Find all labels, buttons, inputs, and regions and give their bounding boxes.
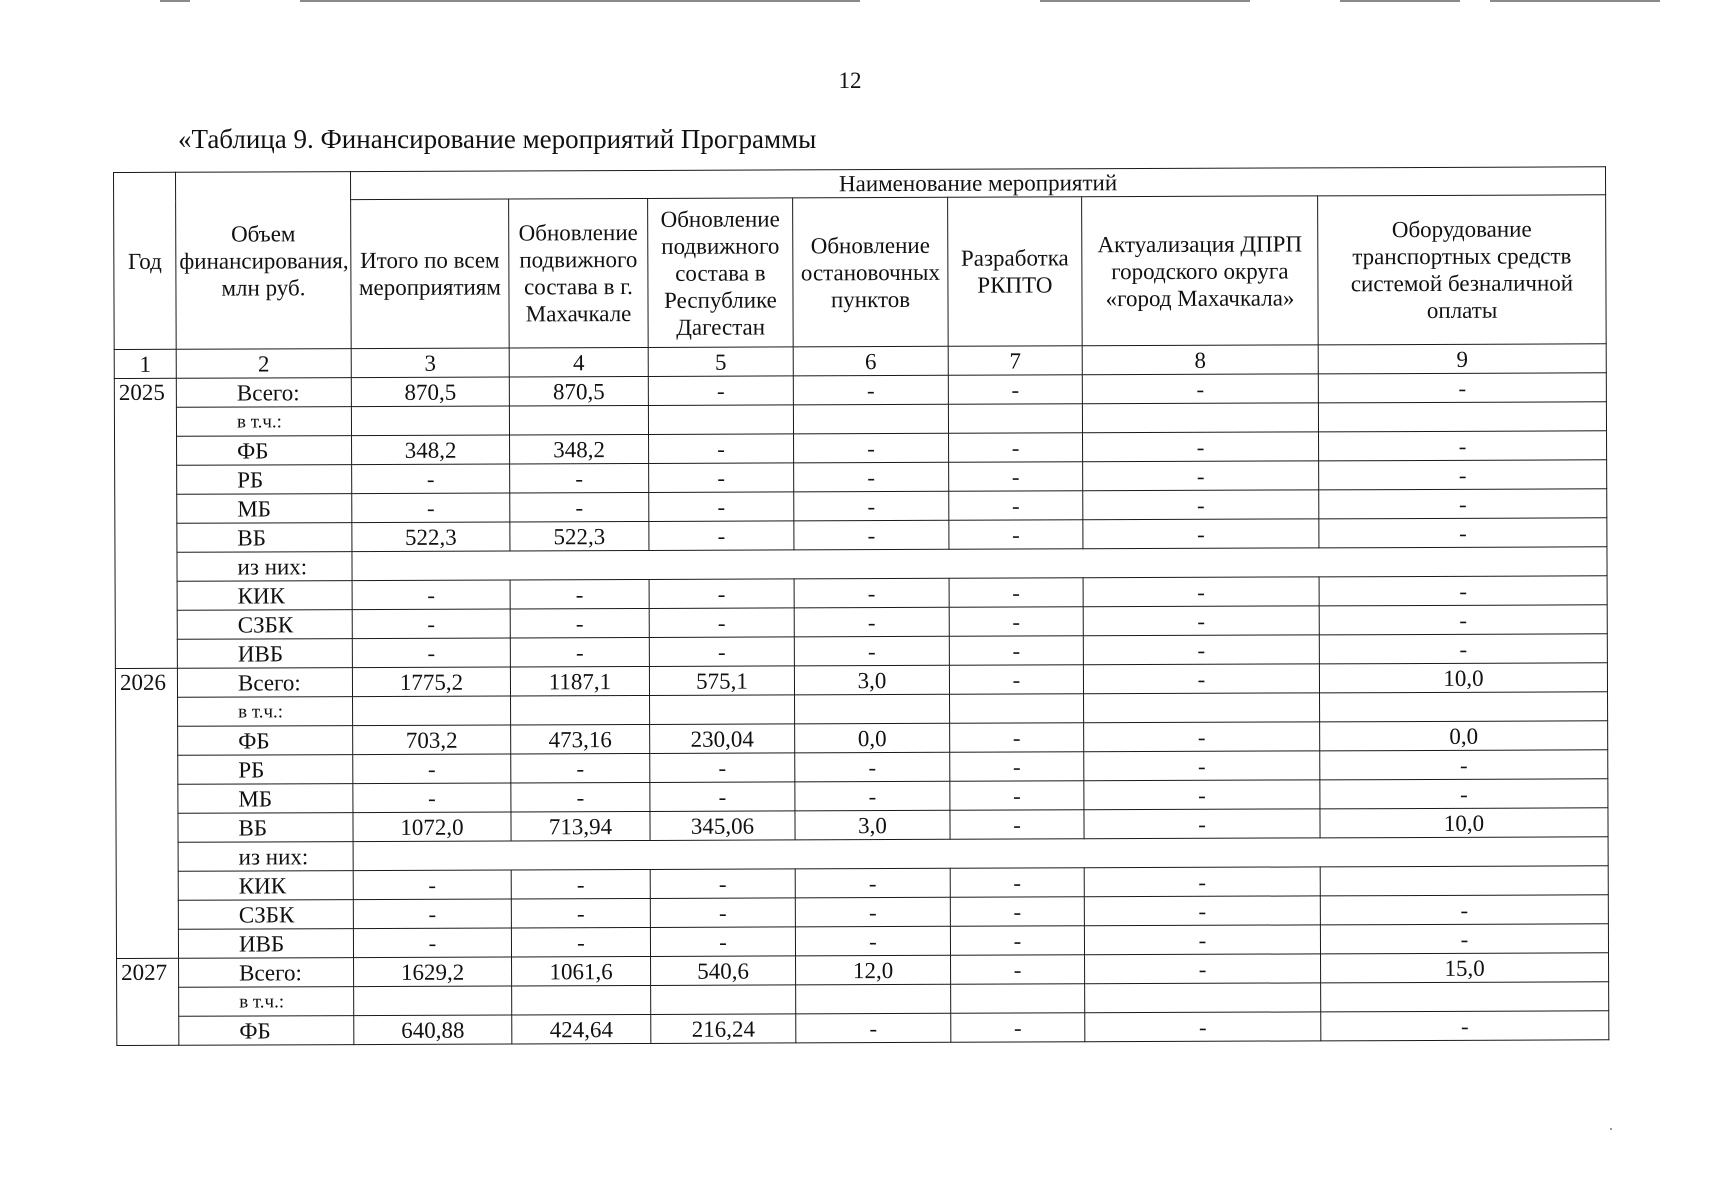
value-cell: 230,04 [650,724,795,754]
row-label: ФБ [178,726,353,756]
value-cell: - [949,462,1083,492]
value-cell [351,406,509,436]
value-cell: 10,0 [1319,663,1607,693]
value-cell [1082,403,1318,433]
value-cell: - [511,753,650,783]
value-cell: - [1084,896,1320,926]
value-cell: - [949,520,1083,550]
value-cell [1320,866,1608,896]
value-cell: 473,16 [511,724,650,754]
value-cell: - [949,491,1083,521]
value-cell [650,695,795,725]
table-row [117,1011,1609,1046]
row-label: ВБ [177,523,352,553]
value-cell: - [949,578,1083,608]
value-cell: - [1083,519,1319,549]
value-cell: - [950,752,1084,782]
value-cell: - [951,1013,1085,1043]
column-number: 3 [351,348,509,378]
value-cell: - [950,781,1084,811]
value-cell: 522,3 [510,521,649,551]
value-cell: - [950,810,1084,840]
row-label: КИК [177,581,352,611]
value-cell [796,984,951,1014]
column-number: 9 [1318,344,1606,374]
scan-edge-mark [1490,0,1660,2]
value-cell: - [511,927,650,957]
value-cell: - [1083,490,1319,520]
header-column: Обновление подвижного состава в г. Махачкале [509,198,649,348]
column-number: 1 [114,349,176,378]
value-cell: - [649,434,794,464]
row-label: ФБ [177,436,352,466]
value-cell: - [650,782,795,812]
value-cell [1321,982,1609,1012]
value-cell: 1187,1 [510,666,649,696]
value-cell: - [352,464,510,494]
value-cell: 1072,0 [353,812,511,842]
value-cell: - [1085,954,1321,984]
row-label: в т.ч.: [176,407,351,437]
value-cell [795,694,950,724]
value-cell: - [649,579,794,609]
value-cell: - [1319,634,1607,664]
value-cell: - [650,753,795,783]
value-cell: 0,0 [795,723,950,753]
value-cell: - [1084,780,1320,810]
value-cell [512,985,651,1015]
value-cell: - [650,898,795,928]
value-cell: 640,88 [354,1015,512,1045]
value-cell: - [649,637,794,667]
value-cell: - [1320,779,1608,809]
value-cell: - [511,782,650,812]
value-cell: 424,64 [512,1014,651,1044]
value-cell: 575,1 [649,666,794,696]
value-cell: - [950,897,1084,927]
value-cell: - [510,637,649,667]
value-cell: 870,5 [509,376,648,406]
value-cell: - [950,723,1084,753]
value-cell: 870,5 [351,377,509,407]
value-cell: 348,2 [510,434,649,464]
value-cell: - [510,608,649,638]
value-cell: - [649,608,794,638]
value-cell: - [650,927,795,957]
value-cell: - [794,433,949,463]
value-cell [1318,402,1606,432]
value-cell: 713,94 [511,811,650,841]
value-cell: - [949,607,1083,637]
value-cell [948,404,1082,434]
column-number: 8 [1082,345,1318,375]
header-column: Обновление остановочных пунктов [793,197,949,347]
value-cell: - [1320,895,1608,925]
value-cell: 703,2 [353,725,511,755]
value-cell: - [649,463,794,493]
value-cell: - [1319,431,1607,461]
value-cell: - [1083,664,1319,694]
value-cell: - [1084,925,1320,955]
header-column: Оборудование транспортных средств системой безналичной оплаты [1318,195,1607,345]
page-number: 12 [838,68,862,93]
value-cell: - [1084,722,1320,752]
value-cell: - [1082,374,1318,404]
value-cell: 15,0 [1321,953,1609,983]
value-cell: - [1321,1011,1609,1041]
value-cell: - [795,897,950,927]
value-cell: - [948,375,1082,405]
header-column: Обновление подвижного состава в Республике Дагестан [648,198,794,348]
value-cell: - [648,376,793,406]
value-cell [1320,692,1608,722]
scan-edge-mark [160,0,190,2]
value-cell: - [1319,518,1607,548]
column-number: 7 [948,346,1082,376]
row-label: ФБ [179,1016,354,1046]
value-cell: - [1083,461,1319,491]
row-label: ИВБ [178,929,353,959]
row-label: СЗБК [178,900,353,930]
value-cell: - [352,609,510,639]
value-cell [648,405,793,435]
value-cell: - [950,926,1084,956]
year-cell: 2027 [117,958,179,1045]
value-cell: - [795,926,950,956]
value-cell: 522,3 [352,522,510,552]
value-cell: - [353,754,511,784]
row-label: ВБ [178,813,353,843]
year-cell: 2025 [114,378,177,668]
table-title: «Таблица 9. Финансирование мероприятий Программы [178,124,817,154]
value-cell: - [353,870,511,900]
row-label: КИК [178,871,353,901]
value-cell: - [794,520,949,550]
value-cell: - [951,955,1085,985]
column-number: 5 [648,347,793,377]
scan-edge-mark [1040,0,1250,2]
value-cell: - [794,636,949,666]
value-cell: - [1084,751,1320,781]
value-cell: - [511,869,650,899]
column-number: 2 [176,349,351,379]
value-cell: - [510,463,649,493]
scan-speck [1610,1128,1612,1130]
scan-edge-mark [1340,0,1460,2]
value-cell: - [1319,489,1607,519]
value-cell: - [1084,867,1320,897]
row-label: Всего: [176,378,351,408]
value-cell: - [794,491,949,521]
row-label: в т.ч.: [178,697,353,727]
value-cell: - [1083,606,1319,636]
financing-table [113,166,1609,1046]
value-cell: - [796,1013,951,1043]
row-label: МБ [178,784,353,814]
value-cell: - [795,781,950,811]
value-cell [1085,983,1321,1013]
row-label: МБ [177,494,352,524]
value-cell: - [1083,577,1319,607]
value-cell: - [511,898,650,928]
header-column: Разработка РКПТО [948,197,1083,347]
value-cell: - [1318,373,1606,403]
value-cell: 0,0 [1320,721,1608,751]
value-cell [354,986,512,1016]
value-cell: 3,0 [795,810,950,840]
value-cell: - [794,607,949,637]
header-group: Наименование мероприятий [351,167,1606,200]
value-cell: - [649,521,794,551]
header-volume: Объем финансирования, млн руб. [176,172,352,350]
row-label: из них: [178,842,353,872]
value-cell: - [1320,924,1608,954]
value-cell: - [1084,809,1320,839]
row-label: Всего: [179,958,354,988]
value-cell: - [949,636,1083,666]
value-cell: - [949,665,1083,695]
value-cell: - [1085,1012,1321,1042]
value-cell: 540,6 [651,956,796,986]
value-cell: - [649,492,794,522]
value-cell [651,985,796,1015]
value-cell: - [1083,635,1319,665]
value-cell: 12,0 [796,955,951,985]
row-label: ИВБ [177,639,352,669]
value-cell [511,695,650,725]
row-label: РБ [177,465,352,495]
value-cell: 216,24 [651,1014,796,1044]
value-cell: - [353,783,511,813]
header-column: Итого по всем мероприятиям [351,199,510,349]
value-cell: - [510,492,649,522]
value-cell: 1061,6 [512,956,651,986]
value-cell: - [949,433,1083,463]
header-column: Актуализация ДПРП городского округа «город Махачкала» [1082,196,1319,346]
value-cell [793,404,948,434]
value-cell: - [352,580,510,610]
value-cell: 348,2 [352,435,510,465]
value-cell: - [353,899,511,929]
value-cell: 1775,2 [352,667,510,697]
value-cell: - [352,638,510,668]
value-cell: - [1320,750,1608,780]
value-cell [950,694,1084,724]
value-cell [353,696,511,726]
value-cell [509,405,648,435]
year-cell: 2026 [115,668,178,958]
row-label: РБ [178,755,353,785]
value-cell: - [352,493,510,523]
column-number: 6 [793,346,948,376]
scan-edge-mark [300,0,860,2]
value-cell: - [795,868,950,898]
value-cell: - [794,578,949,608]
value-cell: - [1319,576,1607,606]
value-cell: - [950,868,1084,898]
value-cell: - [1083,432,1319,462]
value-cell [1084,693,1320,723]
value-cell [951,984,1085,1014]
value-cell: - [793,375,948,405]
value-cell: 10,0 [1320,808,1608,838]
value-cell: - [1319,605,1607,635]
row-label: Всего: [177,668,352,698]
value-cell: - [353,928,511,958]
row-label: СЗБК [177,610,352,640]
value-cell: 1629,2 [354,957,512,987]
value-cell: 3,0 [794,665,949,695]
value-cell: - [650,869,795,899]
value-cell: - [1319,460,1607,490]
row-label: из них: [177,552,352,582]
column-number: 4 [509,347,648,377]
value-cell: - [510,579,649,609]
header-year: Год [114,172,177,349]
value-cell: - [795,752,950,782]
row-label: в т.ч.: [179,987,354,1017]
value-cell: 345,06 [650,811,795,841]
value-cell: - [794,462,949,492]
